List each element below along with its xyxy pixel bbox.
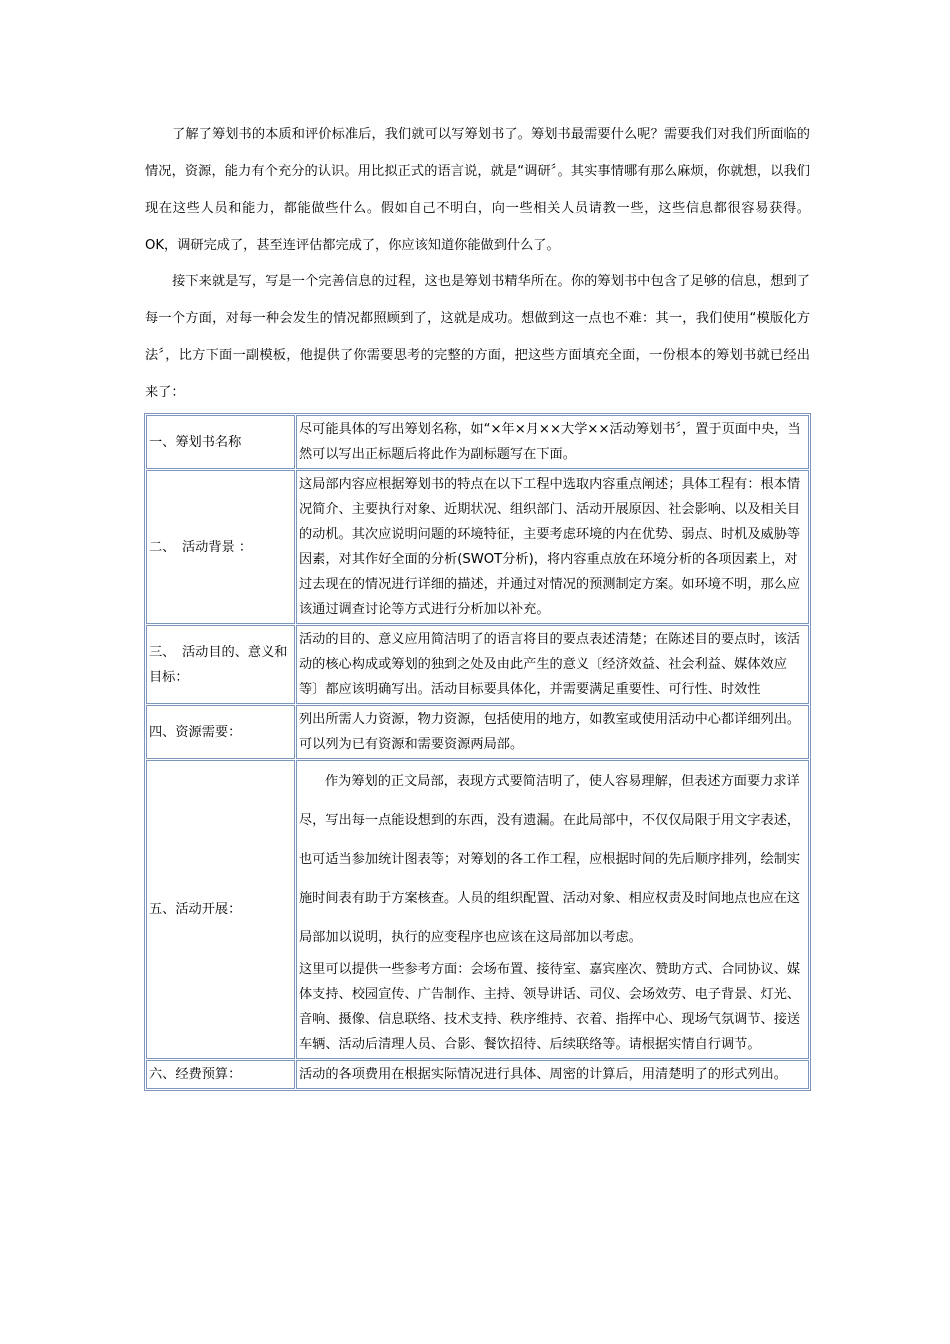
- row-content: 这局部内容应根据筹划书的特点在以下工程中选取内容重点阐述；具体工程有：根本情况简介、主要执行对象、近期状况、组织部门、活动开展原因、社会影响、以及相关目的动机。其次应说明问题的环境特征，主要考虑环境的内在优势、弱点、时机及威胁等因素，对其作好全面的分析(SWOT分析)，将内容重点放在环境分析的各项因素上，对过去现在的情况进行详细的描述，并通过对情况的预测制定方案。如环境不明，那么应该通过调查讨论等方式进行分析加以补充。: [296, 470, 809, 624]
- row-label: 三、 活动目的、意义和目标：: [146, 625, 295, 704]
- row-content: 活动的各项费用在根据实际情况进行具体、周密的计算后，用清楚明了的形式列出。: [296, 1060, 809, 1089]
- row-content: 活动的目的、意义应用简洁明了的语言将目的要点表述清楚；在陈述目的要点时，该活动的核心构成或筹划的独到之处及由此产生的意义〔经济效益、社会利益、媒体效应等〕都应该明确写出。活动目标要具体化，并需要满足重要性、可行性、时效性: [296, 625, 809, 704]
- row-content-main: 作为筹划的正文局部，表现方式要简洁明了，使人容易理解，但表述方面要力求详尽，写出每一点能设想到的东西，没有遗漏。在此局部中，不仅仅局限于用文字表述，也可适当参加统计图表等；对筹划的各工作工程，应根据时间的先后顺序排列，绘制实施时间表有助于方案核查。人员的组织配置、活动对象、相应权责及时间地点也应在这局部加以说明，执行的应变程序也应该在这局部加以考虑。: [299, 774, 801, 945]
- row-content: 列出所需人力资源，物力资源，包括使用的地方，如教室或使用活动中心都详细列出。可以列为已有资源和需要资源两局部。: [296, 705, 809, 759]
- row-content: [296, 760, 809, 1059]
- table-row: [146, 625, 809, 704]
- plan-template-table: [144, 413, 811, 1091]
- intro-paragraph-1: [145, 116, 810, 264]
- row-label: 一、筹划书名称: [146, 415, 295, 469]
- row-label: 二、 活动背景 ：: [146, 470, 295, 624]
- intro-paragraph-1-text: 了解了筹划书的本质和评价标准后，我们就可以写筹划书了。筹划书最需要什么呢？需要我们对我们所面临的情况，资源，能力有个充分的认识。用比拟正式的语言说，就是“调研〞。其实事情哪有那么麻烦，你就想，以我们现在这些人员和能力，都能做些什么。假如自己不明白，向一些相关人员请教一些，这些信息都很容易获得。OK，调研完成了，甚至连评估都完成了，你应该知道你能做到什么了。: [145, 127, 810, 253]
- table-row: [146, 415, 809, 469]
- row-content-extra: 这里可以提供一些参考方面：会场布置、接待室、嘉宾座次、赞助方式、合同协议、媒体支持、校园宣传、广告制作、主持、领导讲话、司仪、会场效劳、电子背景、灯光、音响、摄像、信息联络、技术支持、秩序维持、衣着、指挥中心、现场气氛调节、接送车辆、活动后清理人员、合影、餐饮招待、后续联络等。请根据实情自行调节。: [299, 962, 801, 1052]
- row-content: 尽可能具体的写出筹划名称，如“×年×月××大学××活动筹划书〞，置于页面中央，当然可以写出正标题后将此作为副标题写在下面。: [296, 415, 809, 469]
- table-row: [146, 470, 809, 624]
- row-label: 四、资源需要：: [146, 705, 295, 759]
- table-row: [146, 705, 809, 759]
- intro-paragraph-2-text: 接下来就是写，写是一个完善信息的过程，这也是筹划书精华所在。你的筹划书中包含了足够的信息，想到了每一个方面，对每一种会发生的情况都照顾到了，这就是成功。想做到这一点也不难：其一，我们使用“模版化方法〞，比方下面一副模板，他提供了你需要思考的完整的方面，把这些方面填充全面，一份根本的筹划书就已经出来了：: [145, 274, 810, 400]
- table-row: [146, 760, 809, 1059]
- intro-paragraph-2: [145, 263, 810, 411]
- row-label: 五、活动开展：: [146, 760, 295, 1059]
- row-label: 六、经费预算：: [146, 1060, 295, 1089]
- table-row: [146, 1060, 809, 1089]
